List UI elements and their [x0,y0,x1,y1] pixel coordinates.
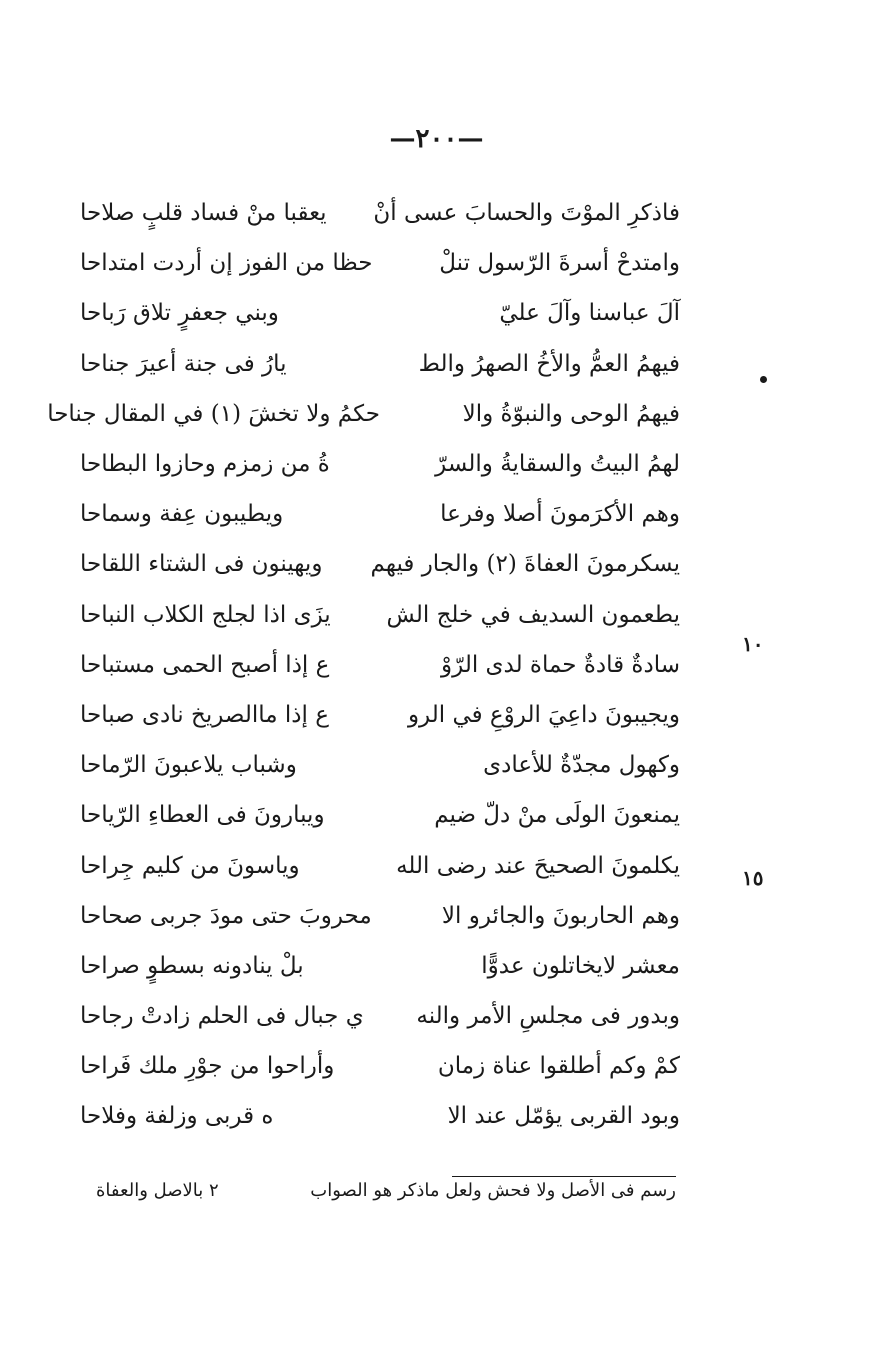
second-hemistich: يارُ فى جنة أعيرَ جناحا [80,350,287,377]
first-hemistich: يكلمونَ الصحيحَ عند رضى الله [396,852,680,879]
second-hemistich: ويبارونَ فى العطاءِ الرّياحا [80,802,325,829]
verse-line [80,188,680,238]
verse-line [80,539,680,589]
footnote-1: رسم فى الأصل ولا فحش ولعل ماذكر هو الصواب [310,1180,676,1201]
poem-body [47,188,680,1142]
first-hemistich: وهم الحاربونَ والجائرو الا [441,902,680,929]
first-hemistich: ويجيبونَ داعِيَ الروْعِ في الرو [407,701,680,728]
first-hemistich: سادةٌ قادةٌ حماة لدى الرّوْ [441,651,680,678]
verse-line [80,590,680,640]
footnotes [96,1180,676,1201]
verse-line [47,389,680,439]
verse-line [80,339,680,389]
first-hemistich: فيهمُ العمُّ والأخُ الصهرُ والط [418,350,680,377]
footnote-divider [452,1176,676,1177]
second-hemistich: ويطيبون عِفة وسماحا [80,501,284,528]
first-hemistich: وهم الأكرَمونَ أصلا وفرعا [440,501,680,528]
verse-line [80,238,680,288]
first-hemistich: وكهول مجدّةٌ للأعادى [483,752,680,779]
first-hemistich: يسكرمونَ العفاةَ (٢) والجار فيهم [370,551,680,578]
second-hemistich: ي جبال فى الحلم زادتْ رجاحا [80,1003,364,1030]
second-hemistich: وأراحوا من جوْرِ ملك فَراحا [80,1053,335,1080]
first-hemistich: كمْ وكم أطلقوا عناة زمان [437,1053,680,1080]
verse-line [80,640,680,690]
second-hemistich: وبني جعفرٍ تلاق رَباحا [80,300,279,327]
verse-line [80,941,680,991]
first-hemistich: معشر لايخاتلون عدوًّا [481,952,680,979]
verse-line [80,489,680,539]
first-hemistich: آلَ عباسنا وآلَ عليّ [499,300,680,327]
second-hemistich: وشباب يلاعبونَ الرّماحا [80,752,297,779]
second-hemistich: بلْ ينادونه بسطوٍ صراحا [80,952,304,979]
verse-line [80,1041,680,1091]
first-hemistich: فاذكرِ الموْتَ والحسابَ عسى أنْ [373,200,680,227]
footnote-2: ٢ بالاصل والعفاة [96,1180,219,1201]
second-hemistich: ويهينون فى الشتاء اللقاحا [80,551,323,578]
verse-line [80,690,680,740]
second-hemistich: ه قربى وزلفة وفلاحا [80,1103,274,1130]
second-hemistich: حكمُ ولا تخشَ (١) في المقال جناحا [47,400,380,427]
second-hemistich: محروبَ حتى مودَ جربى صحاحا [80,902,372,929]
second-hemistich: ع إذا ماالصريخ نادى صباحا [80,701,329,728]
second-hemistich: يزَى اذا لجلج الكلاب النباحا [80,601,331,628]
verse-line [80,439,680,489]
line-number-10: ١٠ [742,632,764,656]
verse-line [80,740,680,790]
first-hemistich: وبود القربى يؤمّل عند الا [447,1103,680,1130]
second-hemistich: وياسونَ من كليم جِراحا [80,852,300,879]
first-hemistich: فيهمُ الوحى والنبوّةُ والا [462,400,680,427]
first-hemistich: وامتدحْ أسرةَ الرّسول تنلْ [439,250,680,277]
second-hemistich: حظا من الفوز إن أردت امتداحا [80,250,373,277]
second-hemistich: يعقبا منْ فساد قلبٍ صلاحا [80,200,327,227]
verse-line [80,891,680,941]
verse-line [80,840,680,890]
second-hemistich: ةُ من زمزم وحازوا البطاحا [80,451,330,478]
verse-line [80,1091,680,1141]
page-number: —٢٠٠— [389,124,484,154]
second-hemistich: ع إذا أصبح الحمى مستباحا [80,651,330,678]
line-number-15: ١٥ [742,866,764,890]
verse-line [80,790,680,840]
first-hemistich: لهمُ البيتُ والسقايةُ والسرّ [435,451,680,478]
first-hemistich: وبدور فى مجلسِ الأمر والنه [416,1003,680,1030]
verse-line [80,991,680,1041]
first-hemistich: يمنعونَ الولَى منْ دلّ ضيم [434,802,680,829]
verse-line [80,288,680,338]
margin-dot [760,376,767,383]
first-hemistich: يطعمون السديف في خلج الش [386,601,680,628]
